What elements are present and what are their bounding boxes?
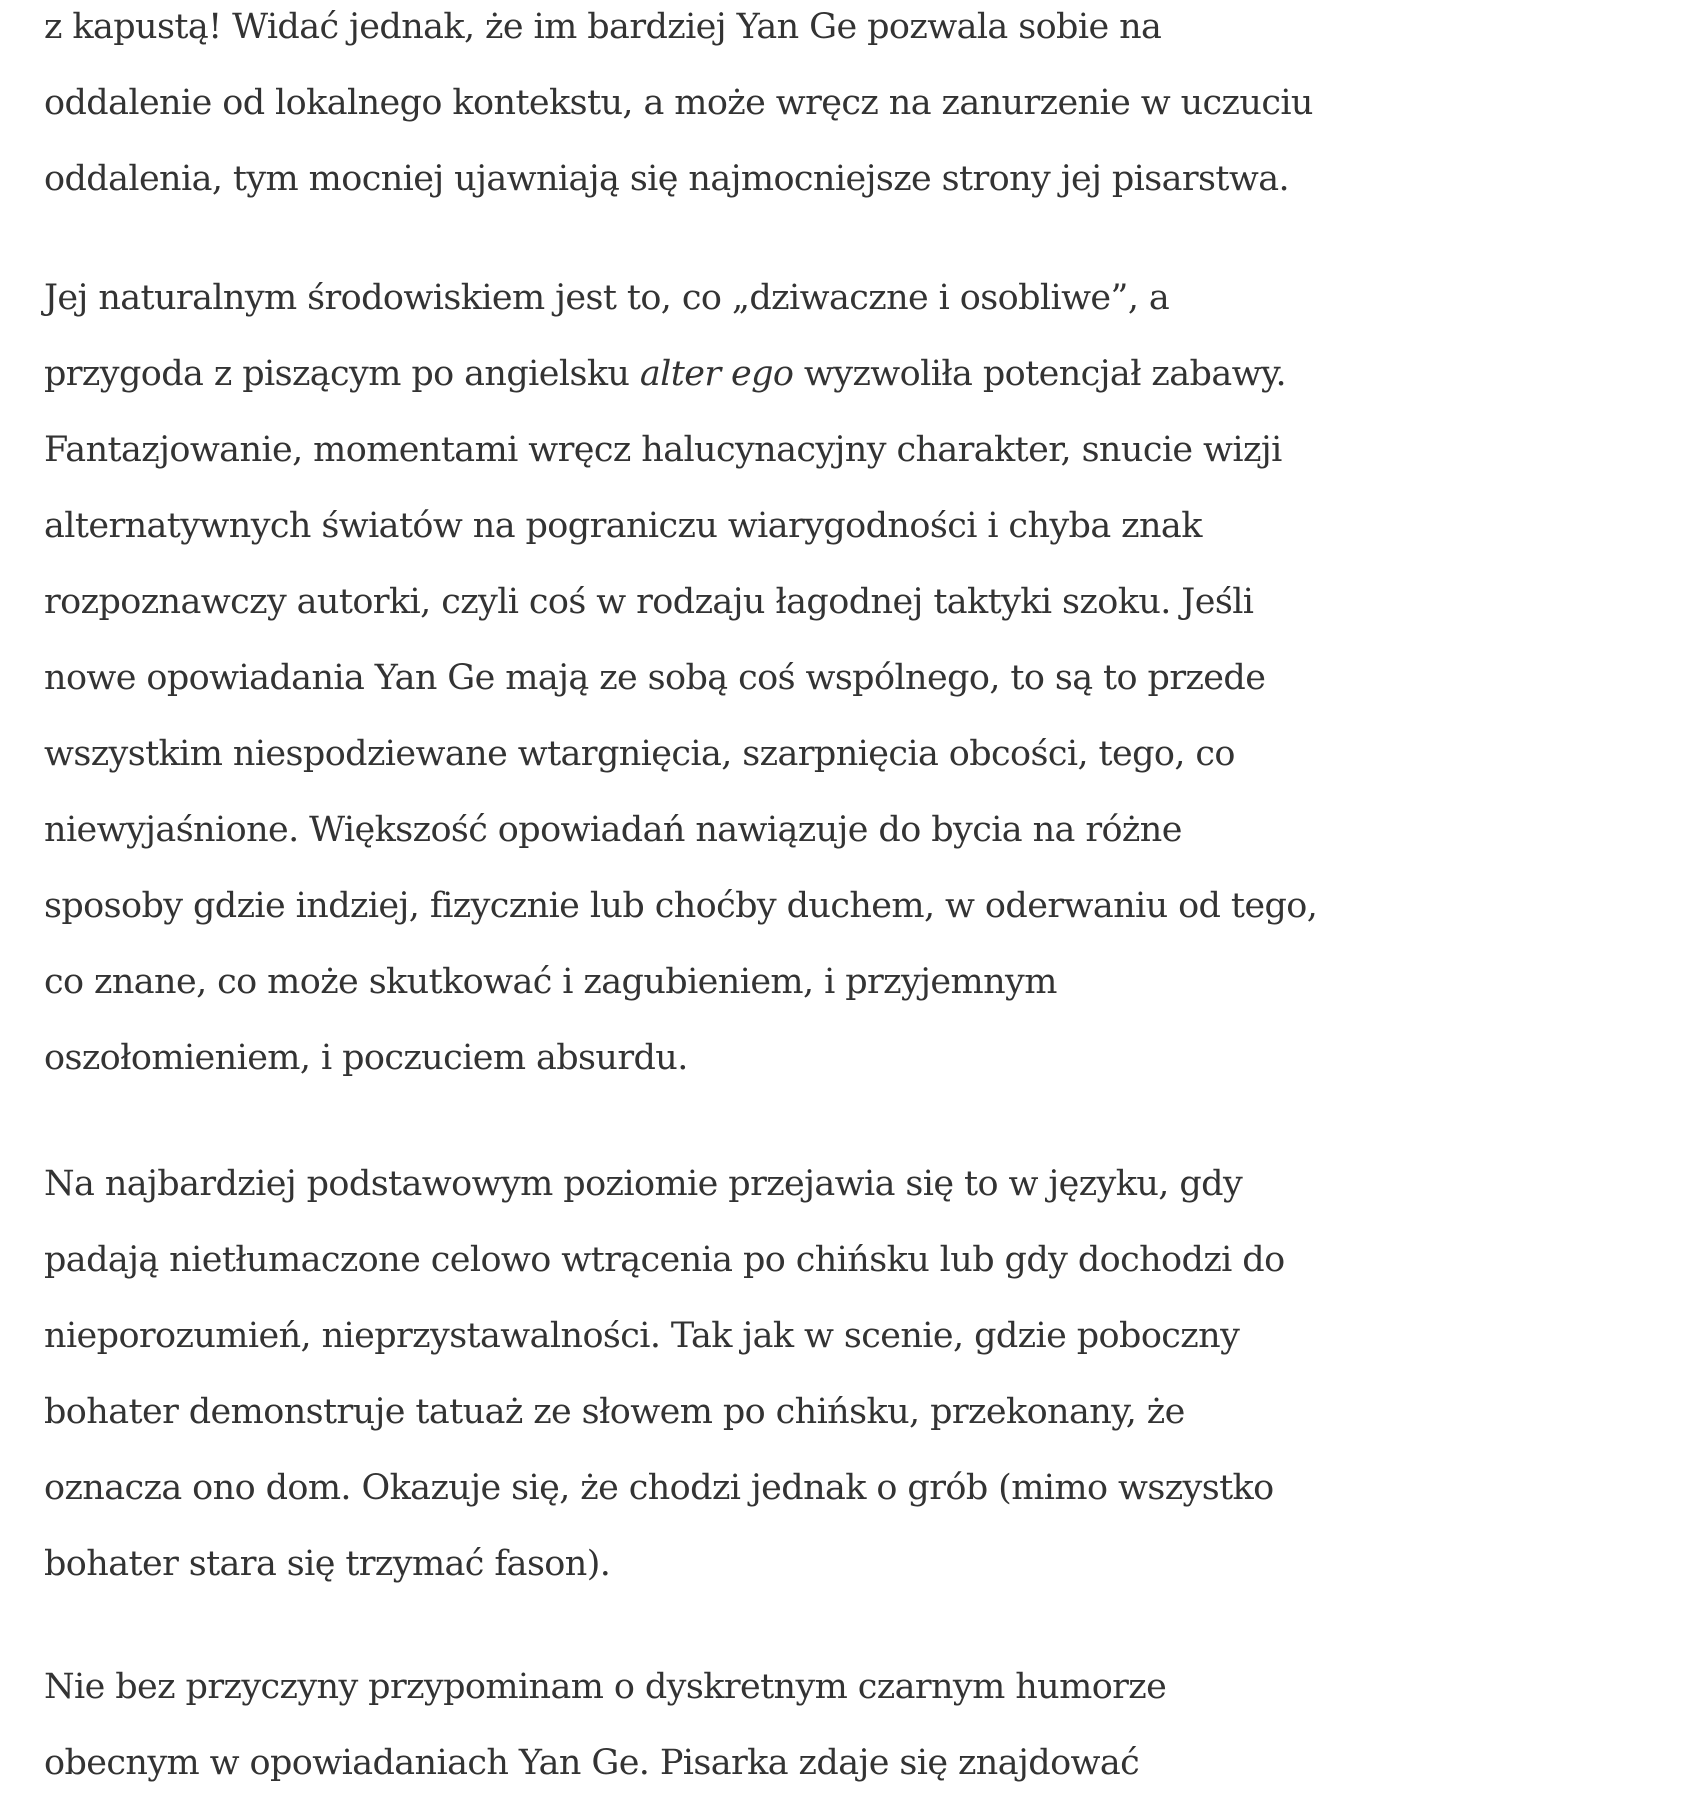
text-line: obecnym w opowiadaniach Yan Ge. Pisarka zdaje się znajdować [44,1743,1140,1783]
text-line: oszołomieniem, i poczuciem absurdu. [44,1038,688,1078]
text-line: sposoby gdzie indziej, fizycznie lub choćby duchem, w oderwaniu od tego, [44,886,1318,926]
text-line: bohater stara się trzymać fason). [44,1544,611,1584]
text-run: wyzwoliła potencjał zabawy. [793,354,1287,394]
text-line: Nie bez przyczyny przypominam o dyskretnym czarnym humorze [44,1667,1167,1707]
text-line: Fantazjowanie, momentami wręcz halucynacyjny charakter, snucie wizji [44,430,1282,470]
text-line: z kapustą! Widać jednak, że im bardziej Yan Ge pozwala sobie na [44,7,1162,47]
paragraph [44,0,1313,217]
italic-term: alter ego [639,354,794,394]
text-run: przygoda z piszącym po angielsku [44,354,640,394]
text-line: nieporozumień, nieprzystawalności. Tak jak w scenie, gdzie poboczny [44,1316,1240,1356]
text-line [44,336,1317,412]
text-line: oznacza ono dom. Okazuje się, że chodzi jednak o grób (mimo wszystko [44,1468,1274,1508]
text-line: nowe opowiadania Yan Ge mają ze sobą coś wspólnego, to są to przede [44,658,1266,698]
text-line: co znane, co może skutkować i zagubieniem, i przyjemnym [44,962,1057,1002]
paragraph [44,260,1317,1096]
paragraph [44,1146,1285,1602]
text-line: rozpoznawczy autorki, czyli coś w rodzaju łagodnej taktyki szoku. Jeśli [44,582,1254,622]
text-line: bohater demonstruje tatuaż ze słowem po chińsku, przekonany, że [44,1392,1185,1432]
text-line: oddalenia, tym mocniej ujawniają się najmocniejsze strony jej pisarstwa. [44,159,1290,199]
text-line: oddalenie od lokalnego kontekstu, a może wręcz na zanurzenie w uczuciu [44,83,1313,123]
text-line: Jej naturalnym środowiskiem jest to, co „dziwaczne i osobliwe”, a [44,278,1170,318]
text-line: Na najbardziej podstawowym poziomie przejawia się to w języku, gdy [44,1164,1243,1204]
paragraph [44,1649,1166,1801]
text-line: niewyjaśnione. Większość opowiadań nawiązuje do bycia na różne [44,810,1182,850]
text-line: wszystkim niespodziewane wtargnięcia, szarpnięcia obcości, tego, co [44,734,1235,774]
text-line: alternatywnych światów na pograniczu wiarygodności i chyba znak [44,506,1202,546]
text-line: padają nietłumaczone celowo wtrącenia po chińsku lub gdy dochodzi do [44,1240,1285,1280]
